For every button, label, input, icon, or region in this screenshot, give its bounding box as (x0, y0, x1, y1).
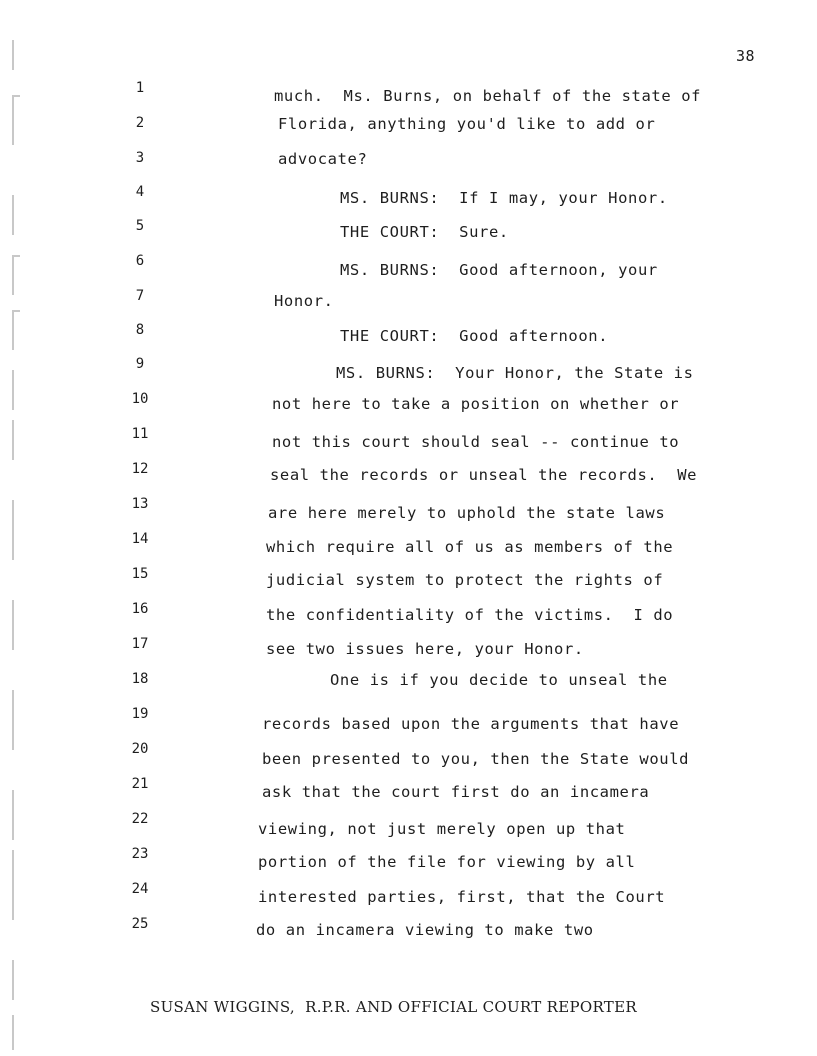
transcript-line (0, 391, 817, 425)
line-number: 7 (135, 288, 145, 304)
transcript-line (0, 184, 817, 218)
line-text: portion of the file for viewing by all (258, 853, 636, 871)
line-text: THE COURT: Good afternoon. (340, 327, 609, 345)
reporter-footer: SUSAN WIGGINS, R.P.R. AND OFFICIAL COURT REPORTER (150, 998, 637, 1016)
transcript-line (0, 881, 817, 915)
line-number: 25 (131, 916, 149, 932)
transcript-line (0, 811, 817, 845)
line-text: MS. BURNS: If I may, your Honor. (340, 189, 668, 207)
transcript-line (0, 776, 817, 810)
line-number: 10 (131, 391, 149, 407)
line-number: 5 (135, 218, 145, 234)
line-number: 11 (131, 426, 149, 442)
line-text: advocate? (278, 150, 368, 168)
transcript-line (0, 496, 817, 530)
transcript-line (0, 150, 817, 184)
line-text: been presented to you, then the State would (262, 750, 690, 768)
line-number: 14 (131, 531, 149, 547)
line-text: not here to take a position on whether or (272, 395, 680, 413)
transcript-line (0, 218, 817, 252)
line-number: 23 (131, 846, 149, 862)
line-text: MS. BURNS: Your Honor, the State is (336, 364, 694, 382)
line-text: THE COURT: Sure. (340, 223, 509, 241)
line-text: viewing, not just merely open up that (258, 820, 626, 838)
line-number: 21 (131, 776, 149, 792)
transcript-line (0, 846, 817, 880)
line-number: 12 (131, 461, 149, 477)
transcript-line (0, 636, 817, 670)
transcript-line (0, 253, 817, 287)
line-text: not this court should seal -- continue to (272, 433, 680, 451)
transcript-line (0, 115, 817, 149)
transcript-line (0, 566, 817, 600)
line-number: 9 (135, 356, 145, 372)
line-text: which require all of us as members of the (266, 538, 674, 556)
line-number: 1 (135, 80, 145, 96)
transcript-line (0, 80, 817, 114)
transcript-line (0, 426, 817, 460)
line-text: much. Ms. Burns, on behalf of the state of (274, 87, 702, 105)
line-text: interested parties, first, that the Court (258, 888, 666, 906)
transcript-line (0, 706, 817, 740)
line-text: records based upon the arguments that have (262, 715, 680, 733)
line-text: ask that the court first do an incamera (262, 783, 650, 801)
line-text: see two issues here, your Honor. (266, 640, 584, 658)
line-text: are here merely to uphold the state laws (268, 504, 666, 522)
line-number: 3 (135, 150, 145, 166)
line-number: 16 (131, 601, 149, 617)
line-text: judicial system to protect the rights of (266, 571, 664, 589)
line-text: MS. BURNS: Good afternoon, your (340, 261, 658, 279)
transcript-line (0, 916, 817, 950)
transcript-line (0, 356, 817, 390)
line-number: 13 (131, 496, 149, 512)
line-text: Florida, anything you'd like to add or (278, 115, 656, 133)
transcript-line (0, 461, 817, 495)
line-number: 24 (131, 881, 149, 897)
line-number: 17 (131, 636, 149, 652)
transcript-line (0, 671, 817, 705)
transcript-line (0, 741, 817, 775)
line-number: 15 (131, 566, 149, 582)
page-number: 38 (736, 47, 756, 65)
line-number: 22 (131, 811, 149, 827)
transcript-line (0, 531, 817, 565)
line-text: seal the records or unseal the records. We (270, 466, 698, 484)
line-text: Honor. (274, 292, 334, 310)
line-text: One is if you decide to unseal the (330, 671, 668, 689)
line-number: 2 (135, 115, 145, 131)
line-number: 4 (135, 184, 145, 200)
line-number: 6 (135, 253, 145, 269)
line-number: 20 (131, 741, 149, 757)
line-number: 19 (131, 706, 149, 722)
line-text: do an incamera viewing to make two (256, 921, 594, 939)
transcript-line (0, 322, 817, 356)
line-text: the confidentiality of the victims. I do (266, 606, 674, 624)
transcript-line (0, 288, 817, 322)
line-number: 8 (135, 322, 145, 338)
line-number: 18 (131, 671, 149, 687)
transcript-line (0, 601, 817, 635)
